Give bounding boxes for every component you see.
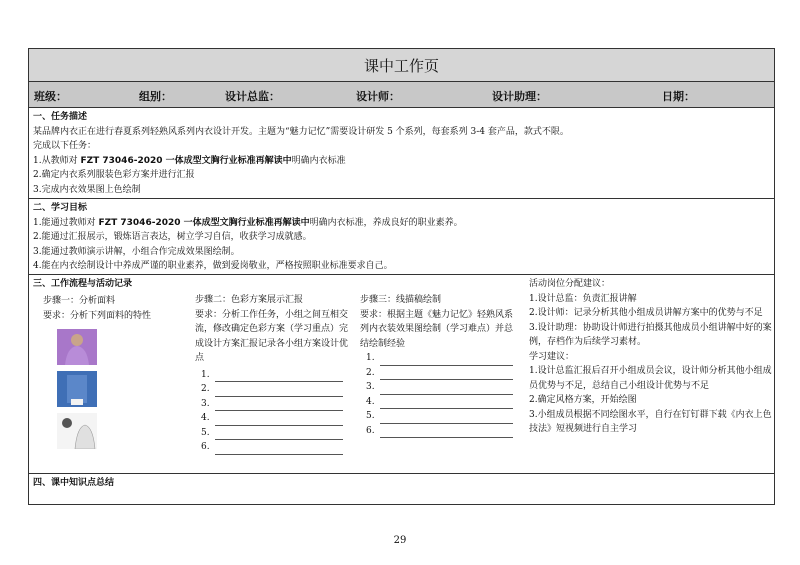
header-design-assistant: 设计助理：: [492, 90, 547, 103]
section-summary-title: 四、课中知识点总结: [33, 478, 115, 488]
fabric-photo-white: [57, 413, 97, 449]
header-row: [29, 82, 774, 108]
section-workflow-title: 三、工作流程与活动记录: [33, 279, 133, 289]
step3-blanks: [360, 351, 519, 438]
goal-item-3: 3.能通过教师演示讲解，小组合作完成效果图绘制。: [33, 246, 240, 257]
role-assistant: 3.设计助理：协助设计师进行拍摄其他成员小组讲解中好的案例，存档作为后续学习素材。: [529, 322, 772, 347]
step2-blank-line[interactable]: 2.: [195, 382, 349, 397]
goal-item-4: 4.能在内衣绘制设计中养成严谨的职业素养，做到爱岗敬业，严格按照职业标准要求自己。: [33, 261, 393, 271]
step3-blank-line[interactable]: 4.: [360, 395, 519, 410]
advice-item-3: 3.小组成员根据不同绘图水平，自行在钉钉群下载《内衣上色技法》短视频进行自主学习: [529, 409, 772, 434]
advice-heading: 学习建议：: [529, 351, 575, 362]
step1-column: [29, 293, 185, 473]
role-director: 1.设计总监：负责汇报讲解: [529, 293, 637, 304]
step2-requirement: 要求：分析工作任务，小组之间互相交流，修改确定色彩方案（学习重点）完成设计方案汇报记录各小组方案设计优点: [195, 309, 349, 363]
step3-blank-line[interactable]: 5.: [360, 409, 519, 424]
step3-blank-line[interactable]: 6.: [360, 424, 519, 439]
roles-heading: 活动岗位分配建议：: [529, 279, 611, 289]
section-goals-title: 二、学习目标: [33, 203, 88, 213]
step2-blank-line[interactable]: 4.: [195, 411, 349, 426]
role-designer: 2.设计师：记录分析其他小组成员讲解方案中的优势与不足: [529, 308, 763, 318]
step3-title: 步骤三：线描稿绘制: [360, 295, 442, 305]
task-item-2: 2.确定内衣系列服装色彩方案并进行汇报: [33, 170, 195, 180]
roles-column: [523, 277, 776, 473]
section-summary: [29, 474, 774, 493]
step3-blank-line[interactable]: 3.: [360, 380, 519, 395]
section-workflow: [29, 275, 774, 474]
step2-blank-line[interactable]: 3.: [195, 397, 349, 412]
task-description: 某品牌内衣正在进行春夏系列轻熟风系列内衣设计开发。主题为“魅力记忆”需要设计研发 5 个系列，每套系列 3-4 套产品，款式不限。: [33, 126, 569, 137]
step1-requirement: 要求：分析下列面料的特性: [43, 310, 152, 321]
step2-blanks: [195, 368, 349, 455]
step3-blank-line[interactable]: 1.: [360, 351, 519, 366]
task-intro: 完成以下任务：: [33, 141, 97, 151]
header-group: 组别：: [139, 90, 172, 103]
goal-item-2: 2.能通过汇报展示，锻炼语言表达，树立学习自信，收获学习成就感。: [33, 232, 312, 242]
header-class: 班级：: [34, 90, 67, 103]
advice-item-2: 2.确定风格方案，开始绘图: [529, 395, 637, 405]
fabric-photo-blue: [57, 371, 97, 407]
goal-item-1: 1.能通过教师对 FZT 73046-2020 一体成型文胸行业标准再解读中明确内衣标准，养成良好的职业素养。: [33, 217, 463, 228]
fabric-photo-purple: [57, 329, 97, 365]
step2-blank-line[interactable]: 6.: [195, 440, 349, 455]
step1-title: 步骤一：分析面料: [43, 296, 116, 306]
header-designer: 设计师：: [356, 90, 400, 103]
header-date: 日期：: [662, 90, 695, 103]
step2-blank-line[interactable]: 1.: [195, 368, 349, 383]
step3-column: [353, 293, 523, 473]
work-page-table: [28, 48, 775, 505]
step3-blank-line[interactable]: 2.: [360, 366, 519, 381]
step2-title: 步骤二：色彩方案展示汇报: [195, 295, 304, 305]
task-item-3: 3.完成内衣效果图上色绘制: [33, 184, 141, 195]
section-task-title: 一、任务描述: [33, 112, 88, 122]
section-task: [29, 108, 774, 199]
header-design-director: 设计总监：: [225, 90, 280, 103]
step3-requirement: 要求：根据主题《魅力记忆》轻熟风系列内衣装效果图绘制（学习难点）并总结绘制经验: [360, 309, 514, 349]
task-item-1: 1.从教师对 FZT 73046-2020 一体成型文胸行业标准再解读中明确内衣标准: [33, 155, 346, 166]
page-title: 课中工作页: [29, 49, 774, 82]
step2-column: [185, 293, 353, 473]
advice-item-1: 1.设计总监汇报后召开小组成员会议，设计师分析其他小组成员优势与不足，总结自己小组设计优势与不足: [529, 366, 772, 391]
page-number: 29: [393, 535, 407, 546]
section-goals: [29, 199, 774, 275]
step2-blank-line[interactable]: 5.: [195, 426, 349, 441]
